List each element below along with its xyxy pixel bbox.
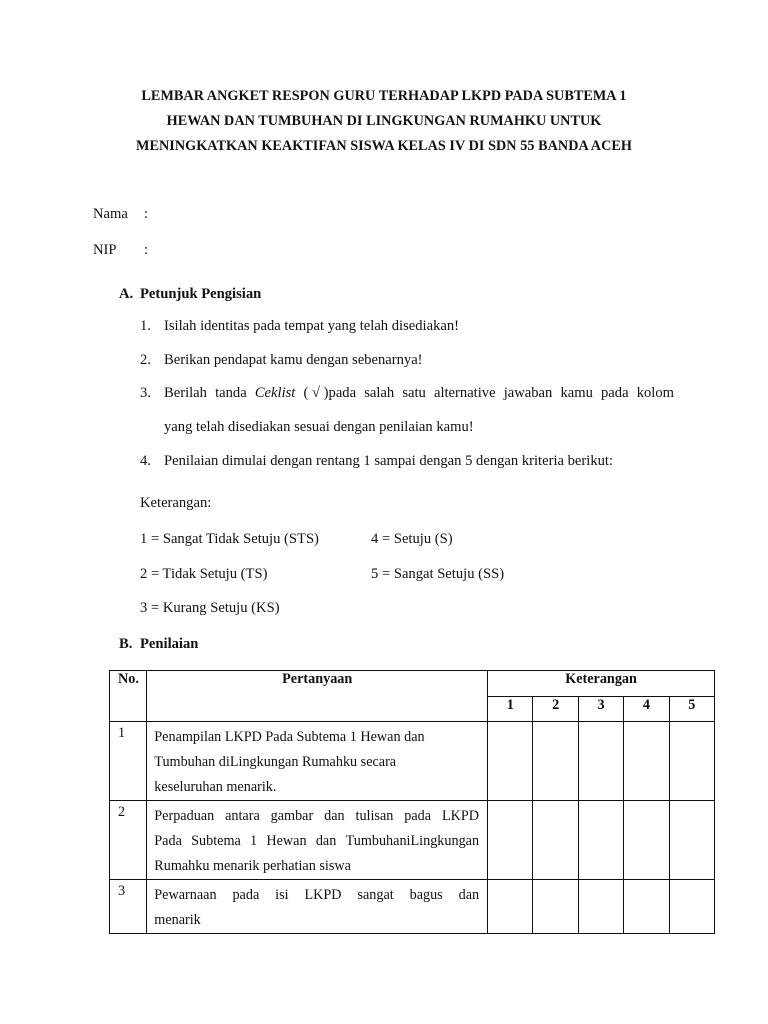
question-word: pada xyxy=(404,808,432,824)
instruction-item-2 xyxy=(140,352,423,369)
instruction-item-1 xyxy=(140,318,459,335)
rating-cell-2[interactable] xyxy=(533,722,578,801)
instruction-number: 3. xyxy=(140,385,151,401)
instruction-number: 1. xyxy=(140,318,151,334)
question-word: bagus xyxy=(409,887,443,903)
question-line: Tumbuhan diLingkungan Rumahku secara xyxy=(154,754,397,770)
document-title-line-1: LEMBAR ANGKET RESPON GURU TERHADAP LKPD PADA SUBTEMA 1 xyxy=(141,88,627,104)
instruction-word: tanda xyxy=(215,385,247,401)
document-title-line-3: MENINGKATKAN KEAKTIFAN SISWA KELAS IV DI SDN 55 BANDA ACEH xyxy=(136,138,632,154)
instruction-item-3 xyxy=(140,385,674,402)
instruction-word: kolom xyxy=(636,385,674,401)
instruction-text: Isilah identitas pada tempat yang telah disediakan! xyxy=(164,318,460,334)
rating-cell-1[interactable] xyxy=(488,801,533,880)
question-word: LKPD xyxy=(441,808,480,824)
question-word: 1 xyxy=(250,833,258,849)
rating-cell-5[interactable] xyxy=(669,880,714,934)
instruction-number: 4. xyxy=(140,453,151,469)
header-keterangan: Keterangan xyxy=(488,671,715,697)
instruction-text: Berikan pendapat kamu dengan sebenarnya! xyxy=(164,352,423,368)
question-word: dan xyxy=(324,808,345,824)
instruction-item-3-continuation: yang telah disediakan sesuai dengan penilaian kamu! xyxy=(164,419,474,435)
header-scale-3: 3 xyxy=(578,697,623,722)
rating-cell-2[interactable] xyxy=(533,880,578,934)
instruction-word: alternative xyxy=(433,385,496,401)
nama-label: Nama xyxy=(93,206,128,222)
question-word: isi xyxy=(275,887,289,903)
question-word: tulisan xyxy=(355,808,394,824)
question-word: dan xyxy=(458,887,480,903)
question-word: Pada xyxy=(154,833,182,849)
header-pertanyaan: Pertanyaan xyxy=(147,671,488,722)
question-cell xyxy=(147,880,488,934)
row-number-cell: 2 xyxy=(110,801,147,880)
question-line: menarik xyxy=(154,912,201,928)
question-word: Pewarnaan xyxy=(154,887,217,903)
header-scale-1: 1 xyxy=(488,697,533,722)
instruction-text: Penilaian dimulai dengan rentang 1 sampai dengan 5 dengan kriteria berikut: xyxy=(164,453,614,469)
question-word: sangat xyxy=(357,887,394,903)
question-word: Subtema xyxy=(191,833,241,849)
question-word: TumbuhaniLingkungan xyxy=(345,833,480,849)
question-word: antara xyxy=(225,808,260,824)
table-row xyxy=(110,722,715,801)
section-a-heading xyxy=(119,286,261,303)
nip-field xyxy=(93,242,148,259)
assessment-table xyxy=(109,670,715,934)
nama-colon: : xyxy=(144,206,149,222)
instruction-word: salah xyxy=(364,385,395,401)
instruction-word: Berilah xyxy=(164,385,207,401)
question-word: Perpaduan xyxy=(154,808,215,824)
question-word: dan xyxy=(315,833,337,849)
question-word: pada xyxy=(232,887,260,903)
header-scale-5: 5 xyxy=(669,697,714,722)
rating-cell-4[interactable] xyxy=(624,880,669,934)
scale-legend-3: 3 = Kurang Setuju (KS) xyxy=(140,600,280,616)
rating-cell-4[interactable] xyxy=(624,722,669,801)
section-b-heading xyxy=(119,636,198,653)
rating-cell-1[interactable] xyxy=(488,722,533,801)
nama-field xyxy=(93,206,148,223)
scale-legend-4: 4 = Setuju (S) xyxy=(371,531,453,547)
rating-cell-5[interactable] xyxy=(669,722,714,801)
rating-cell-3[interactable] xyxy=(578,880,623,934)
scale-legend-2: 2 = Tidak Setuju (TS) xyxy=(140,566,268,582)
section-a-letter: A. xyxy=(119,286,134,302)
nip-colon: : xyxy=(144,242,149,258)
rating-cell-1[interactable] xyxy=(488,880,533,934)
instruction-word: pada xyxy=(601,385,629,401)
rating-cell-2[interactable] xyxy=(533,801,578,880)
nip-label: NIP xyxy=(93,242,117,258)
instruction-word: Ceklist xyxy=(254,385,296,401)
table-row xyxy=(110,801,715,880)
row-number-cell: 3 xyxy=(110,880,147,934)
document-title-line-2: HEWAN DAN TUMBUHAN DI LINGKUNGAN RUMAHKU UNTUK xyxy=(166,113,602,129)
instruction-number: 2. xyxy=(140,352,151,368)
instruction-item-4 xyxy=(140,453,613,470)
scale-legend-1: 1 = Sangat Tidak Setuju (STS) xyxy=(140,531,319,547)
header-scale-2: 2 xyxy=(533,697,578,722)
rating-cell-3[interactable] xyxy=(578,722,623,801)
question-line: Penampilan LKPD Pada Subtema 1 Hewan dan xyxy=(154,729,425,745)
keterangan-title: Keterangan: xyxy=(140,495,212,511)
table-row xyxy=(110,880,715,934)
question-word: gambar xyxy=(270,808,314,824)
section-b-title: Penilaian xyxy=(140,636,199,652)
question-line xyxy=(154,829,479,854)
instruction-word: satu xyxy=(402,385,426,401)
instruction-word: kamu xyxy=(560,385,593,401)
question-line xyxy=(154,883,479,908)
question-line: Rumahku menarik perhatian siswa xyxy=(154,858,351,874)
rating-cell-3[interactable] xyxy=(578,801,623,880)
question-word: Hewan xyxy=(266,833,307,849)
question-line xyxy=(154,804,479,829)
section-a-title: Petunjuk Pengisian xyxy=(140,286,262,302)
rating-cell-5[interactable] xyxy=(669,801,714,880)
instruction-word: ( √ )pada xyxy=(303,385,357,401)
question-cell xyxy=(147,801,488,880)
header-scale-4: 4 xyxy=(624,697,669,722)
section-b-letter: B. xyxy=(119,636,133,652)
question-word: LKPD xyxy=(304,887,342,903)
scale-legend-5: 5 = Sangat Setuju (SS) xyxy=(371,566,505,582)
instruction-text-line-1 xyxy=(164,385,674,402)
rating-cell-4[interactable] xyxy=(624,801,669,880)
question-line: keseluruhan menarik. xyxy=(154,779,277,795)
question-cell xyxy=(147,722,488,801)
instruction-word: jawaban xyxy=(503,385,553,401)
header-no: No. xyxy=(110,671,147,722)
row-number-cell: 1 xyxy=(110,722,147,801)
